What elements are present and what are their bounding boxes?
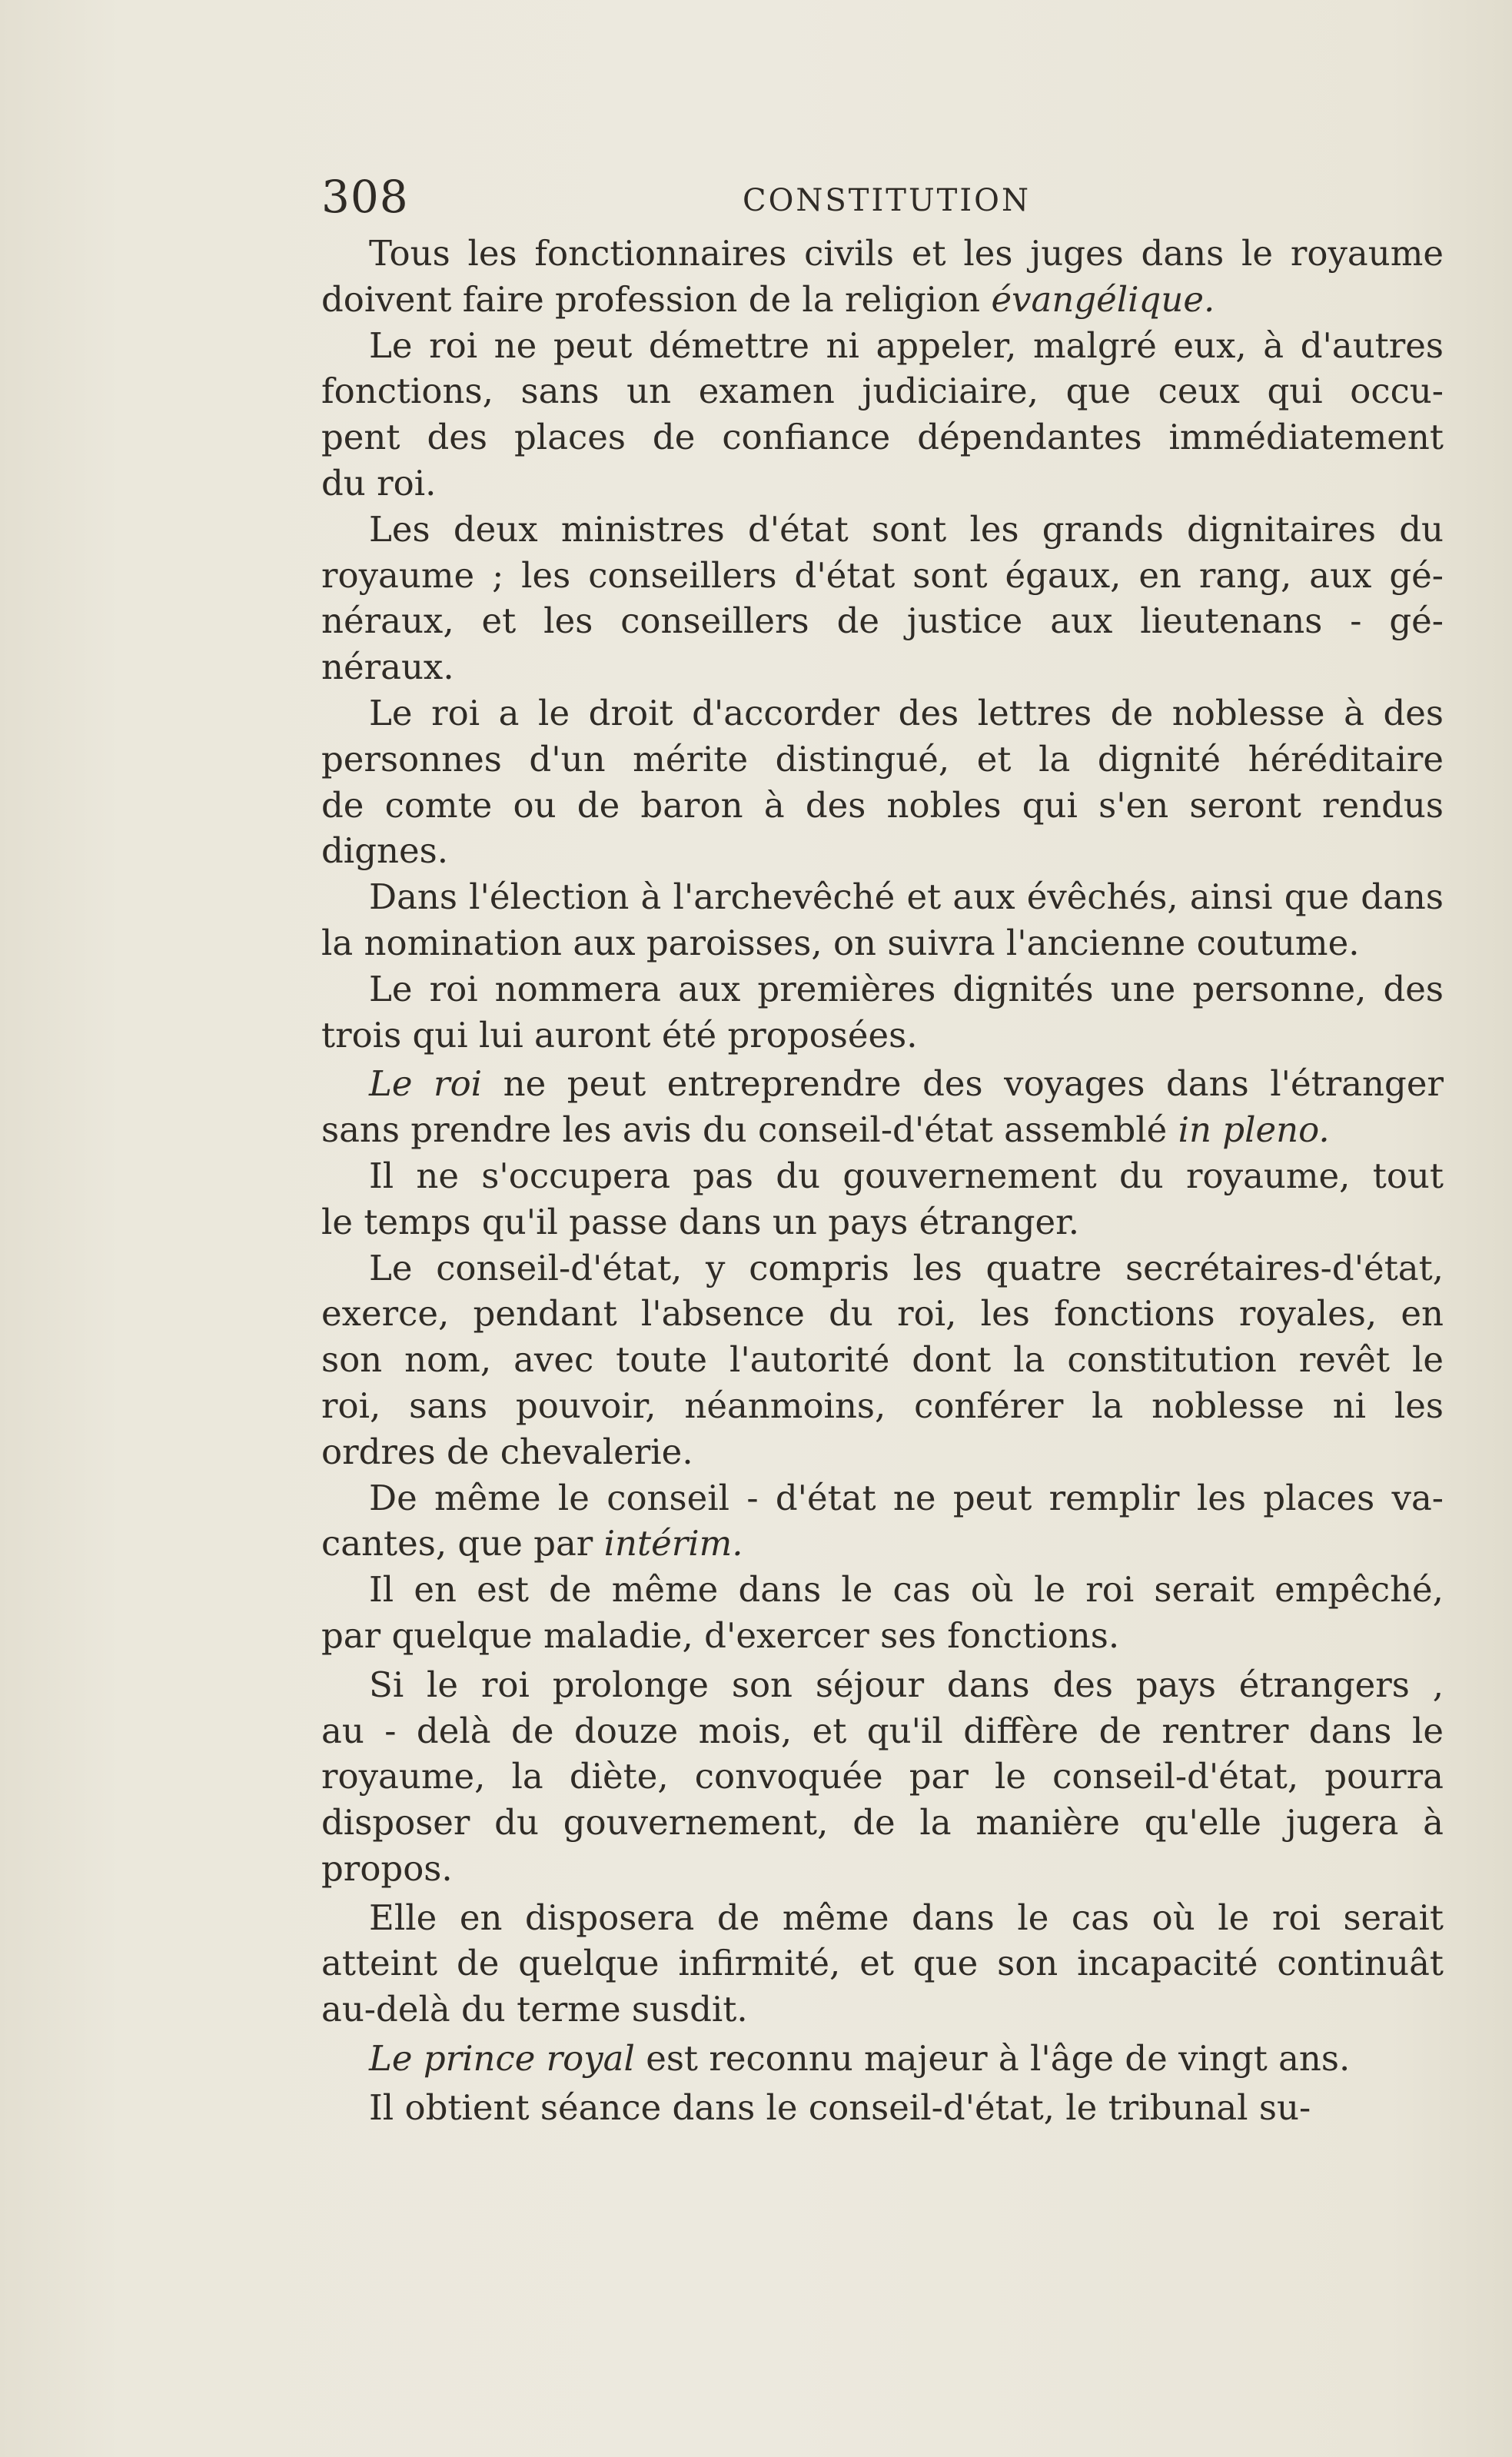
text-line xyxy=(321,368,1444,414)
text-line xyxy=(321,323,1444,369)
text-line xyxy=(321,1107,1444,1153)
text-line xyxy=(321,828,1444,874)
text-segment: néraux. xyxy=(321,647,454,688)
text-segment: disposer du gouvernement, de la manière qu'elle jugera à xyxy=(321,1802,1444,1844)
text-segment: dignes. xyxy=(321,830,449,872)
text-segment: Le roi nommera aux premières dignités une personne, des xyxy=(369,968,1444,1009)
text-line xyxy=(321,1800,1444,1846)
text-segment: de comte ou de baron à des nobles qui s'en seront rendus xyxy=(321,784,1444,826)
text-line xyxy=(321,1987,1444,2033)
text-line xyxy=(321,1383,1444,1429)
text-line xyxy=(321,1613,1444,1659)
text-segment: De même le conseil - d'état ne peut remplir les places va- xyxy=(369,1477,1444,1518)
text-line xyxy=(321,507,1444,553)
paragraph xyxy=(321,1061,1444,1153)
paragraph xyxy=(321,323,1444,507)
text-segment: propos. xyxy=(321,1847,453,1889)
text-line xyxy=(321,1708,1444,1754)
paragraph xyxy=(321,1895,1444,2033)
text-line xyxy=(321,1754,1444,1800)
paragraph xyxy=(321,690,1444,874)
text-line xyxy=(321,553,1444,599)
text-segment: la nomination aux paroisses, on suivra l'ancienne coutume. xyxy=(321,922,1360,963)
text-segment: personnes d'un mérite distingué, et la dignité héréditaire xyxy=(321,738,1444,780)
paragraph xyxy=(321,2085,1444,2131)
text-segment: Si le roi prolonge son séjour dans des pays étrangers , xyxy=(369,1664,1444,1705)
text-line xyxy=(321,783,1444,829)
text-line xyxy=(321,2085,1444,2131)
text-segment: Dans l'élection à l'archevêché et aux évêchés, ainsi que dans xyxy=(369,876,1444,918)
text-line xyxy=(321,231,1444,277)
text-line xyxy=(321,874,1444,920)
text-segment: royaume ; les conseillers d'état sont égaux, en rang, aux gé- xyxy=(321,554,1444,596)
text-segment: Il en est de même dans le cas où le roi serait empêché, xyxy=(369,1569,1444,1611)
text-line xyxy=(321,460,1444,507)
text-line xyxy=(321,1475,1444,1521)
text-line xyxy=(321,1061,1444,1107)
text-line xyxy=(321,1153,1444,1199)
text-segment: son nom, avec toute l'autorité dont la constitution revêt le xyxy=(321,1339,1444,1381)
text-segment: ordres de chevalerie. xyxy=(321,1431,693,1472)
text-line xyxy=(321,1337,1444,1383)
text-segment: roi, sans pouvoir, néanmoins, conférer la noblesse ni les xyxy=(321,1385,1444,1426)
text-line xyxy=(321,644,1444,690)
text-line xyxy=(321,1895,1444,1941)
paragraph xyxy=(321,1662,1444,1892)
body-text xyxy=(321,231,1444,2131)
text-segment: Elle en disposera de même dans le cas où le roi serait xyxy=(369,1897,1444,1938)
text-line xyxy=(321,1662,1444,1708)
text-line xyxy=(321,277,1444,323)
text-segment: par quelque maladie, d'exercer ses fonctions. xyxy=(321,1614,1120,1656)
text-segment: cantes, que par xyxy=(321,1523,604,1564)
text-segment: Le roi a le droit d'accorder des lettres de noblesse à des xyxy=(369,692,1444,733)
text-segment: royaume, la diète, convoquée par le conseil-d'état, pourra xyxy=(321,1756,1444,1797)
text-segment: pent des places de confiance dépendantes immédiatement xyxy=(321,417,1444,458)
text-line xyxy=(321,1291,1444,1337)
text-line xyxy=(321,920,1444,966)
text-segment: ne peut entreprendre des voyages dans l'étranger xyxy=(482,1063,1444,1105)
text-segment: du roi. xyxy=(321,462,437,504)
text-segment: néraux, et les conseillers de justice aux lieutenans - gé- xyxy=(321,600,1444,642)
italic-text: Le prince royal xyxy=(369,2038,635,2080)
text-segment: sans prendre les avis du conseil-d'état assemblé xyxy=(321,1109,1178,1151)
text-segment: au-delà du terme susdit. xyxy=(321,1989,748,2030)
text-segment: trois qui lui auront été proposées. xyxy=(321,1014,918,1056)
text-segment: Il obtient séance dans le conseil-d'état, le tribunal su- xyxy=(369,2086,1311,2128)
text-segment: Il ne s'occupera pas du gouvernement du royaume, tout xyxy=(369,1155,1444,1196)
text-line xyxy=(321,1940,1444,1987)
paragraph xyxy=(321,1567,1444,1659)
text-segment: Tous les fonctionnaires civils et les juges dans le royaume xyxy=(369,233,1444,274)
paragraph xyxy=(321,1245,1444,1475)
text-line xyxy=(321,1012,1444,1059)
running-title: CONSTITUTION xyxy=(743,183,1031,218)
text-segment: doivent faire profession de la religion xyxy=(321,278,992,320)
text-line xyxy=(321,2036,1444,2082)
paragraph xyxy=(321,1153,1444,1245)
text-line xyxy=(321,1199,1444,1245)
text-segment: au - delà de douze mois, et qu'il diffère de rentrer dans le xyxy=(321,1710,1444,1751)
text-line xyxy=(321,690,1444,736)
text-line xyxy=(321,966,1444,1012)
paragraph xyxy=(321,507,1444,690)
text-line xyxy=(321,414,1444,460)
italic-text: évangélique. xyxy=(991,278,1215,320)
paragraph xyxy=(321,1475,1444,1568)
paragraph xyxy=(321,2036,1444,2082)
text-segment: exerce, pendant l'absence du roi, les fonctions royales, en xyxy=(321,1293,1444,1335)
page-header xyxy=(321,171,1444,224)
text-line xyxy=(321,1245,1444,1292)
text-line xyxy=(321,1567,1444,1613)
text-segment: Les deux ministres d'état sont les grands dignitaires du xyxy=(369,508,1444,550)
paragraph xyxy=(321,231,1444,323)
text-line xyxy=(321,1429,1444,1475)
text-line xyxy=(321,736,1444,783)
italic-text: in pleno. xyxy=(1178,1109,1330,1151)
text-segment: fonctions, sans un examen judiciaire, que ceux qui occu- xyxy=(321,371,1444,412)
paragraph xyxy=(321,966,1444,1059)
text-line xyxy=(321,598,1444,644)
text-segment: Le conseil-d'état, y compris les quatre secrétaires-d'état, xyxy=(369,1247,1444,1288)
text-line xyxy=(321,1521,1444,1567)
paragraph xyxy=(321,874,1444,966)
text-line xyxy=(321,1846,1444,1892)
text-segment: le temps qu'il passe dans un pays étranger. xyxy=(321,1201,1080,1242)
text-segment: est reconnu majeur à l'âge de vingt ans. xyxy=(634,2038,1351,2080)
text-segment: atteint de quelque infirmité, et que son incapacité continuât xyxy=(321,1943,1444,1984)
italic-text: Le roi xyxy=(369,1063,483,1105)
italic-text: intérim. xyxy=(603,1523,743,1564)
text-segment: Le roi ne peut démettre ni appeler, malgré eux, à d'autres xyxy=(369,324,1444,366)
page-number: 308 xyxy=(321,171,409,223)
